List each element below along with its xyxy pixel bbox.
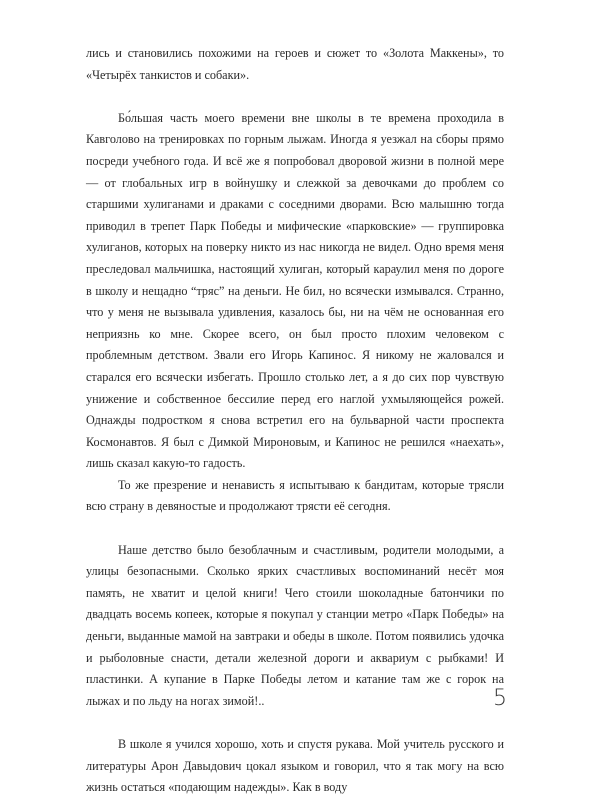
paragraph-skiing-and-bully: Бо́льшая часть моего времени вне школы в те времена проходила в Кавголово на тренировках по горным лыжам. Иногда я уезжал на сборы прямо посреди учебного года. И всё же я попробовал дворовой жизни в полной мере — от глобальных игр в войнушку и слежкой за девочками до проблем со старшими хулиганами и драками с соседними дворами. Всю малышню тогда приводил в трепет Парк Победы и мифические «парковские» — группировка хулиганов, которых на поверку никто из нас никогда не видел. Одно время меня преследовал мальчишка, настоящий хулиган, который караулил меня по дороге в школу и нещадно “тряс” на деньги. Не бил, но всячески измывался. Странно, что у меня не вызывала удивления, казалось бы, ни на чём не основанная его неприязнь ко мне. Скорее всего, он был просто плохим человеком с проблемным детством. Звали его Игорь Капинос. Я никому не жаловался и старался его всячески избегать. Прошло столько лет, а я до сих пор чувствую унижение и собственное бессилие перед его наглой ухмыляющейся рожей. Однажды подростком я снова встретил его на бульварной части проспекта Космонавтов. Я был с Димкой Мироновым, и Капинос не решился «наехать», лишь сказал какую-то гадость. [86, 110, 504, 471]
page-number: 5 [493, 686, 507, 711]
paragraph-school: В школе я учился хорошо, хоть и спустя рукава. Мой учитель русского и литературы Арон Давыдович цокал языком и говорил, что я так могу на всю жизнь остаться «подающим надежды». Как в воду [86, 737, 504, 795]
paragraph-childhood: Наше детство было безоблачным и счастливым, родители молодыми, а улицы безопасными. Сколько ярких счастливых воспоминаний несёт моя память, не хватит и целой книги! Чего стоили шоколадные батончики по двадцать восемь копеек, которые я покупал у станции метро «Парк Победы» на деньги, выданные мамой на завтраки и обеды в школе. Потом появились удочка и рыболовные снасти, детали железной дороги и аквариум с рыбками! И пластинки. А купание в Парке Победы летом и катание там же с горок на лыжах и по льду на ногах зимой!.. [86, 542, 504, 708]
paragraph-continuation: лись и становились похожими на героев и сюжет то «Золота Маккены», то «Четырёх танкистов и собаки». [86, 46, 504, 82]
paragraph-gap [86, 86, 504, 108]
paragraph-gap [86, 518, 504, 540]
page-body [86, 43, 504, 799]
paragraph-gap [86, 712, 504, 734]
paragraph-bandits: То же презрение и ненависть я испытываю к бандитам, которые трясли всю страну в девяностые и продолжают трясти её сегодня. [86, 477, 504, 514]
